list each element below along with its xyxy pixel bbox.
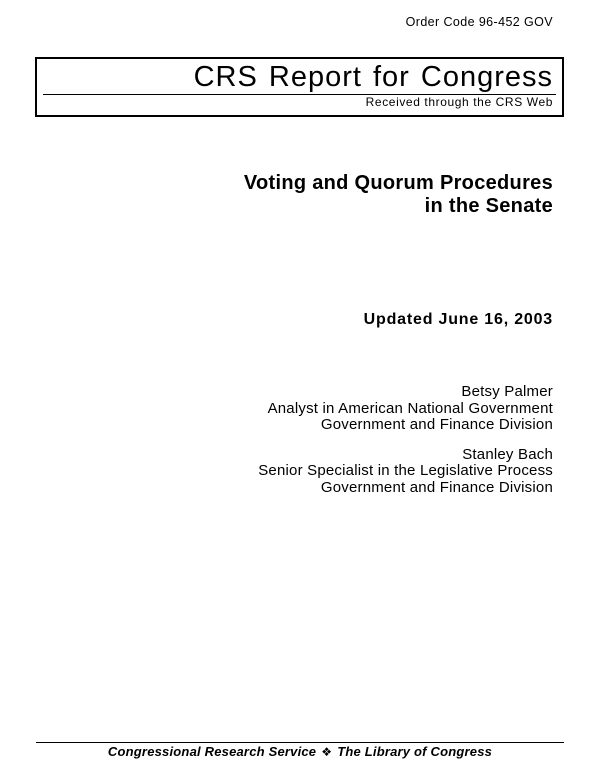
author-role: Senior Specialist in the Legislative Process [258, 462, 553, 479]
author-role: Analyst in American National Government [267, 399, 553, 417]
crs-banner-title: CRS Report for Congress [193, 61, 553, 93]
author-name: Betsy Palmer [461, 383, 553, 400]
report-title [244, 172, 553, 218]
author-stanley-bach [258, 447, 553, 497]
report-title-line2: in the Senate [424, 195, 553, 217]
author-division: Government and Finance Division [320, 478, 553, 496]
crs-header-banner [35, 57, 564, 117]
order-code: Order Code 96-452 GOV [405, 15, 553, 29]
author-betsy-palmer [258, 384, 553, 434]
footer-loc-label: The Library of Congress [337, 744, 493, 759]
footer-crs-label: Congressional Research Service [107, 744, 317, 759]
report-title-line1: Voting and Quorum Procedures [243, 172, 553, 194]
author-name: Stanley Bach [462, 445, 553, 463]
diamond-icon: ❖ [321, 745, 333, 759]
footer-text [0, 744, 600, 759]
updated-date: Updated June 16, 2003 [363, 311, 553, 328]
authors-block [258, 384, 553, 496]
author-division: Government and Finance Division [320, 416, 553, 433]
footer-divider-line [36, 742, 564, 743]
banner-subtitle: Received through the CRS Web [365, 95, 553, 109]
